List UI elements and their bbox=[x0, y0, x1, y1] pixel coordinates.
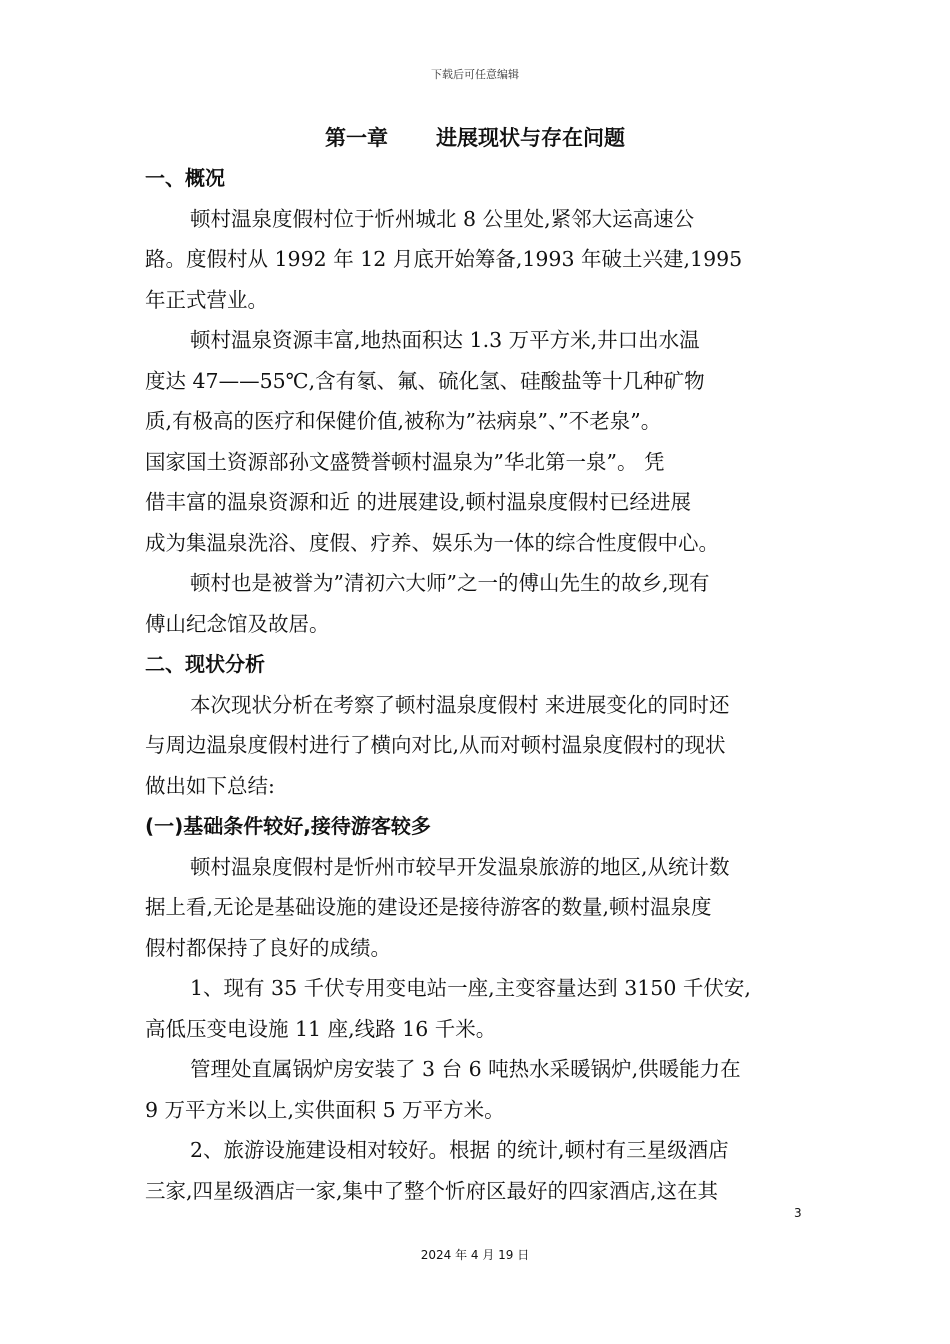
paragraph-line: 9 万平方米以上,实供面积 5 万平方米。 bbox=[145, 1097, 505, 1122]
section-heading-overview: 一、概况 bbox=[145, 166, 225, 190]
paragraph-line: 路。度假村从 1992 年 12 月底开始筹备,1993 年破土兴建,1995 bbox=[145, 247, 743, 271]
paragraph-line: 年正式营业。 bbox=[145, 287, 268, 312]
paragraph-line: 成为集温泉洗浴、度假、疗养、娱乐为一体的综合性度假中心。 bbox=[145, 530, 719, 555]
chapter-name: 进展现状与存在问题 bbox=[436, 126, 625, 150]
paragraph-line: 2、旅游设施建设相对较好。根据 的统计,顿村有三星级酒店 bbox=[190, 1138, 729, 1162]
paragraph-line: 顿村温泉资源丰富,地热面积达 1.3 万平方米,井口出水温 bbox=[190, 328, 700, 352]
paragraph-line: 质,有极高的医疗和保健价值,被称为”祛病泉”、”不老泉”。 bbox=[145, 409, 662, 433]
paragraph-line: 顿村温泉度假村位于忻州城北 8 公里处,紧邻大运高速公 bbox=[190, 206, 695, 231]
paragraph-line: 度达 47——55℃,含有氡、氟、硫化氢、硅酸盐等十几种矿物 bbox=[145, 368, 705, 393]
chapter-number: 第一章 bbox=[325, 126, 388, 150]
paragraph-line: 本次现状分析在考察了顿村温泉度假村 来进展变化的同时还 bbox=[190, 692, 730, 717]
section-heading-analysis: 二、现状分析 bbox=[145, 652, 265, 676]
paragraph-line: 假村都保持了良好的成绩。 bbox=[145, 935, 391, 960]
page-number: 3 bbox=[794, 1206, 802, 1220]
paragraph-line: 三家,四星级酒店一家,集中了整个忻府区最好的四家酒店,这在其 bbox=[145, 1178, 719, 1203]
document-body bbox=[145, 158, 810, 1211]
paragraph-line: 据上看,无论是基础设施的建设还是接待游客的数量,顿村温泉度 bbox=[145, 895, 712, 919]
paragraph-line: 借丰富的温泉资源和近 的进展建设,顿村温泉度假村已经进展 bbox=[145, 490, 692, 514]
paragraph-line: 顿村也是被誉为”清初六大师”之一的傅山先生的故乡,现有 bbox=[190, 571, 710, 595]
paragraph-line: 1、现有 35 千伏专用变电站一座,主变容量达到 3150 千伏安, bbox=[190, 976, 751, 1000]
header-note: 下载后可任意编辑 bbox=[431, 68, 519, 81]
paragraph-line: 顿村温泉度假村是忻州市较早开发温泉旅游的地区,从统计数 bbox=[190, 854, 730, 879]
paragraph-line: 傅山纪念馆及故居。 bbox=[145, 611, 330, 636]
paragraph-line: 与周边温泉度假村进行了横向对比,从而对顿村温泉度假村的现状 bbox=[145, 733, 726, 757]
paragraph-line: 管理处直属锅炉房安装了 3 台 6 吨热水采暖锅炉,供暖能力在 bbox=[190, 1057, 741, 1081]
paragraph-line: 做出如下总结: bbox=[145, 773, 275, 798]
chapter-title bbox=[0, 122, 950, 152]
footer-date: 2024 年 4 月 19 日 bbox=[420, 1248, 530, 1262]
paragraph-line: 高低压变电设施 11 座,线路 16 千米。 bbox=[145, 1016, 497, 1041]
paragraph-line: 国家国土资源部孙文盛赞誉顿村温泉为”华北第一泉”。 凭 bbox=[145, 449, 665, 474]
subsection-heading: (一)基础条件较好,接待游客较多 bbox=[145, 814, 431, 838]
